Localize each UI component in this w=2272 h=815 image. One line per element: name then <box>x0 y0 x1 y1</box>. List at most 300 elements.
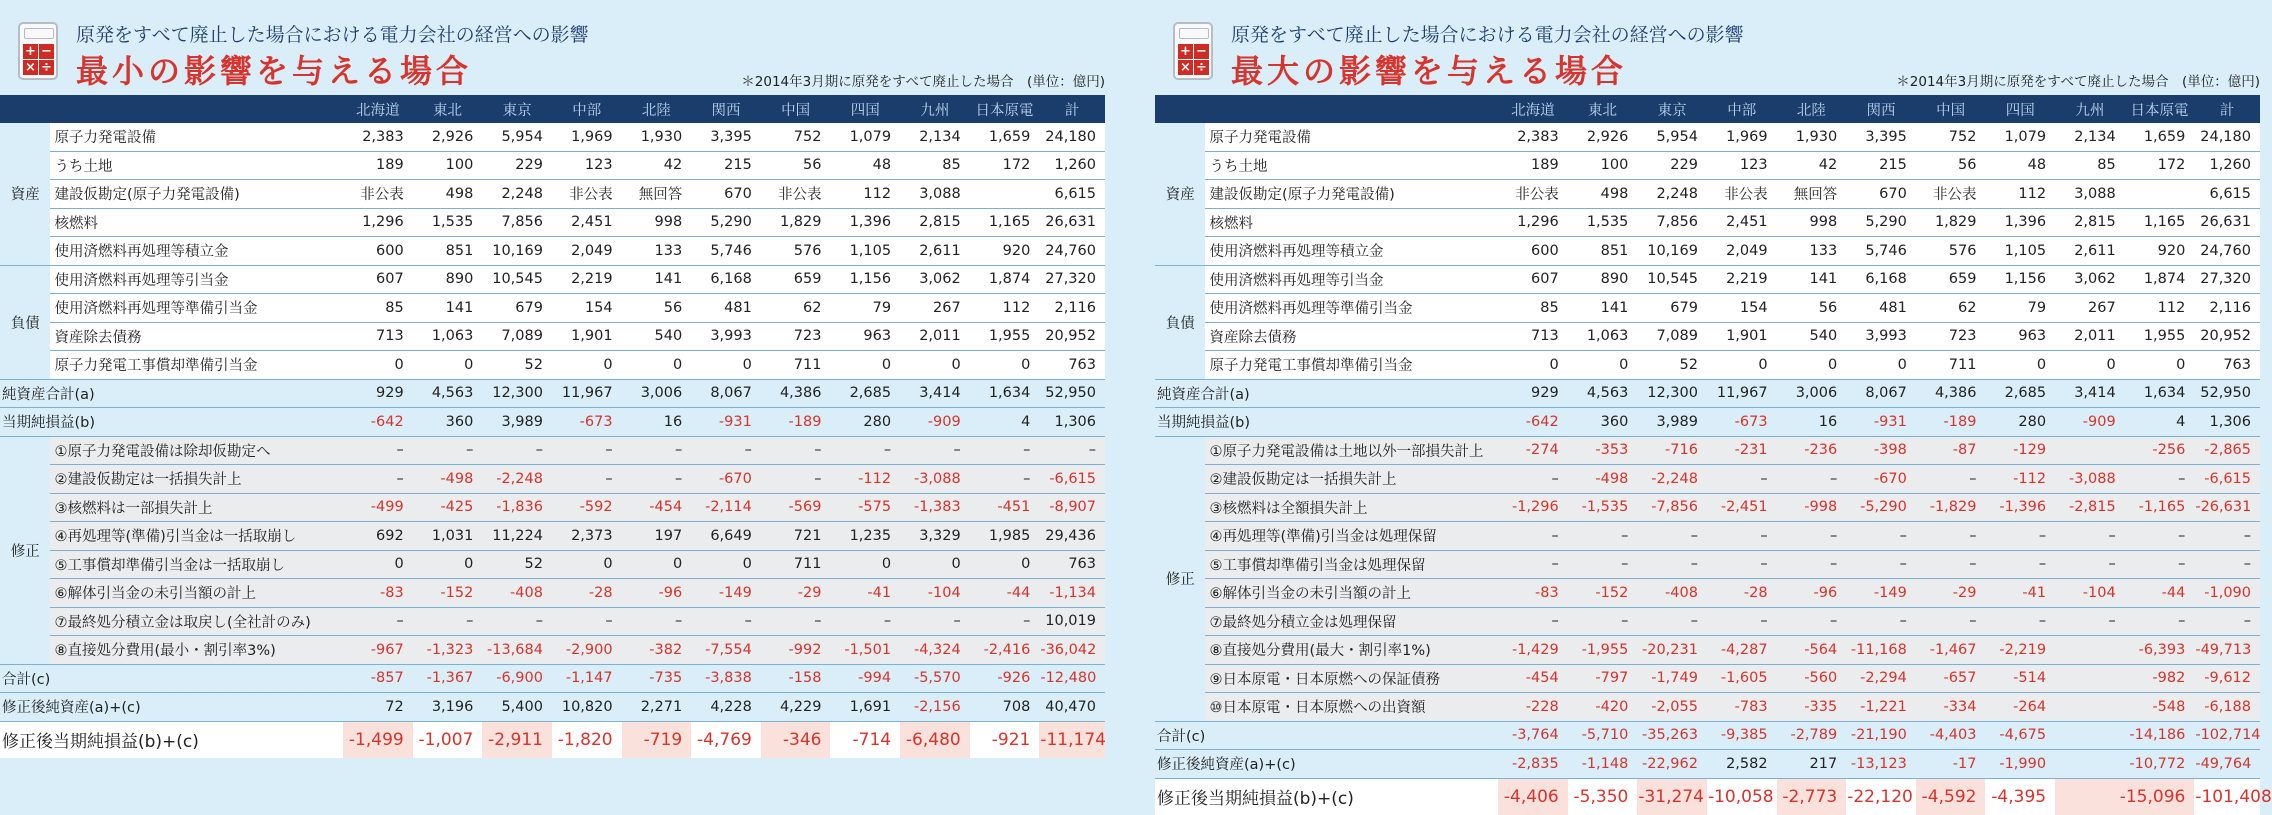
column-header: 計 <box>1039 95 1105 123</box>
table-cell: -931 <box>1846 408 1916 437</box>
table-cell: 4,386 <box>761 379 831 408</box>
column-header: 東北 <box>1568 95 1638 123</box>
table-cell: -44 <box>970 579 1040 608</box>
table-cell: -926 <box>970 664 1040 693</box>
page-title: 最大の影響を与える場合 <box>1231 52 1628 90</box>
table-row <box>1155 237 2260 266</box>
final-cell: -6,480 <box>900 721 970 758</box>
table-row <box>0 436 1105 465</box>
table-cell: – <box>1985 607 2055 636</box>
calculator-icon <box>18 22 58 80</box>
subtitle: 原発をすべて廃止した場合における電力会社の経営への影響 <box>76 24 589 46</box>
table-cell: 2,926 <box>413 123 483 151</box>
table-cell: 929 <box>343 379 413 408</box>
table-cell: -2,835 <box>1498 750 1568 779</box>
table-cell: 659 <box>761 265 831 294</box>
unit-note: ＊2014年3月期に原発をすべて廃止した場合 (単位：億円) <box>1896 74 2260 90</box>
table-row <box>1155 664 2260 693</box>
table-cell: -1,367 <box>413 664 483 693</box>
table-cell: -1,535 <box>1568 493 1638 522</box>
table-cell: -87 <box>1916 436 1986 465</box>
table-cell: 1,930 <box>622 123 692 151</box>
table-cell: 5,290 <box>691 208 761 237</box>
table-cell: 1,535 <box>1568 208 1638 237</box>
table-cell: -83 <box>343 579 413 608</box>
table-cell: -408 <box>482 579 552 608</box>
table-cell: 1,306 <box>2194 408 2260 437</box>
row-label: ②建設仮勘定は一括損失計上 <box>1205 465 1498 494</box>
table-cell: 607 <box>1498 265 1568 294</box>
table-cell: 5,954 <box>482 123 552 151</box>
table-cell: 1,930 <box>1777 123 1847 151</box>
table-cell: 10,545 <box>1637 265 1707 294</box>
table-cell: – <box>2125 522 2195 551</box>
table-cell: 3,006 <box>1777 379 1847 408</box>
table-cell: 708 <box>970 693 1040 722</box>
table-cell: 154 <box>1707 294 1777 323</box>
table-cell: -8,907 <box>1039 493 1105 522</box>
table-cell: -4,324 <box>900 636 970 665</box>
table-cell: 85 <box>343 294 413 323</box>
table-cell: 非公表 <box>1916 180 1986 209</box>
table-cell: – <box>413 607 483 636</box>
table-cell: – <box>1916 465 1986 494</box>
table-cell: 1,955 <box>2125 322 2195 351</box>
table-cell: 0 <box>691 550 761 579</box>
row-label: ⑤工事償却準備引当金は処理保留 <box>1205 550 1498 579</box>
row-group-label: 負債 <box>1155 265 1205 379</box>
final-cell: -15,096 <box>2055 778 2194 815</box>
table-cell: 1,063 <box>1568 322 1638 351</box>
table-cell: -592 <box>552 493 622 522</box>
unit-note: ＊2014年3月期に原発をすべて廃止した場合 (単位：億円) <box>741 74 1105 90</box>
table-cell: 1,634 <box>970 379 1040 408</box>
table-cell: -274 <box>1498 436 1568 465</box>
table-cell: 非公表 <box>1498 180 1568 209</box>
table-cell: – <box>900 607 970 636</box>
table-cell: -425 <box>413 493 483 522</box>
row-label: 合計(c) <box>1155 721 1498 750</box>
table-cell: -6,393 <box>2055 636 2194 665</box>
table-cell: -408 <box>1637 579 1707 608</box>
final-cell: -4,769 <box>691 721 761 758</box>
table-cell: 360 <box>1568 408 1638 437</box>
table-cell: 100 <box>1568 151 1638 180</box>
table-cell: 52 <box>482 550 552 579</box>
table-cell: 723 <box>1916 322 1986 351</box>
table-cell: -334 <box>1916 693 1986 722</box>
table-cell: 2,134 <box>900 123 970 151</box>
table-cell: 4,228 <box>691 693 761 722</box>
table-cell: – <box>1777 550 1847 579</box>
table-cell: -967 <box>343 636 413 665</box>
table-cell: 763 <box>1039 351 1105 380</box>
table-row <box>1155 522 2260 551</box>
table-cell: -3,088 <box>900 465 970 494</box>
table-cell: -1,990 <box>1985 750 2055 779</box>
table-cell: -236 <box>1777 436 1847 465</box>
table-cell: 48 <box>830 151 900 180</box>
table-cell: -102,714 <box>2194 721 2260 750</box>
calculator-key: ÷ <box>1194 60 1209 75</box>
table-cell: 2,451 <box>552 208 622 237</box>
table-cell: 1,260 <box>1039 151 1105 180</box>
table-cell: 11,224 <box>482 522 552 551</box>
table-cell: 52,950 <box>2194 379 2260 408</box>
table-cell: – <box>2125 465 2195 494</box>
table-cell: – <box>1498 607 1568 636</box>
table-row <box>1155 636 2260 665</box>
row-label: 使用済燃料再処理等積立金 <box>1205 237 1498 266</box>
table-cell: -909 <box>2055 408 2125 437</box>
table-cell: 1,156 <box>830 265 900 294</box>
table-cell: 56 <box>622 294 692 323</box>
table-row <box>0 351 1105 380</box>
row-label: 使用済燃料再処理等積立金 <box>50 237 343 266</box>
table-cell: 4 <box>970 408 1040 437</box>
table-cell <box>2125 180 2195 209</box>
table-cell: 1,659 <box>2125 123 2195 151</box>
table-cell: -189 <box>1916 408 1986 437</box>
table-cell: 3,062 <box>900 265 970 294</box>
final-cell: -719 <box>622 721 692 758</box>
table-cell: – <box>1568 522 1638 551</box>
column-header: 日本原電 <box>2125 95 2195 123</box>
table-cell: 1,634 <box>2125 379 2195 408</box>
table-cell: 100 <box>413 151 483 180</box>
table-cell: -673 <box>1707 408 1777 437</box>
table-cell: -20,231 <box>1637 636 1707 665</box>
table-row <box>0 180 1105 209</box>
table-cell: -454 <box>1498 664 1568 693</box>
row-label: 純資産合計(a) <box>1155 379 1498 408</box>
table-cell: 851 <box>413 237 483 266</box>
table-cell: 0 <box>1985 351 2055 380</box>
table-cell: 890 <box>413 265 483 294</box>
table-row <box>0 151 1105 180</box>
table-row <box>1155 408 2260 437</box>
table-cell: – <box>2125 550 2195 579</box>
table-cell: 3,993 <box>691 322 761 351</box>
table-cell: -2,789 <box>1777 721 1847 750</box>
table-cell: 679 <box>482 294 552 323</box>
table-row <box>0 607 1105 636</box>
table-cell: – <box>482 436 552 465</box>
row-label: ③核燃料は一部損失計上 <box>50 493 343 522</box>
table-cell: -1,090 <box>2194 579 2260 608</box>
table-cell: 7,856 <box>482 208 552 237</box>
table-cell: 2,383 <box>1498 123 1568 151</box>
table-cell: 24,760 <box>1039 237 1105 266</box>
table-row <box>1155 322 2260 351</box>
table-cell: 3,329 <box>900 522 970 551</box>
final-cell: -4,395 <box>1985 778 2055 815</box>
table-cell: 20,952 <box>2194 322 2260 351</box>
table-cell: 1,535 <box>413 208 483 237</box>
table-cell: 133 <box>1777 237 1847 266</box>
table-row <box>0 465 1105 494</box>
table-cell: 2,685 <box>830 379 900 408</box>
table-cell: -41 <box>1985 579 2055 608</box>
table-cell: 1,969 <box>552 123 622 151</box>
table-cell: -735 <box>622 664 692 693</box>
header-row <box>0 95 1105 123</box>
table-cell: 1,165 <box>970 208 1040 237</box>
table-cell: 27,320 <box>1039 265 1105 294</box>
table-cell: -1,383 <box>900 493 970 522</box>
table-cell: 8,067 <box>1846 379 1916 408</box>
table-cell: 711 <box>761 550 831 579</box>
table-cell: 12,300 <box>1637 379 1707 408</box>
table-cell: -1,396 <box>1985 493 2055 522</box>
table-row <box>1155 579 2260 608</box>
table-cell: 141 <box>1568 294 1638 323</box>
table-cell: – <box>1498 522 1568 551</box>
table-cell: -149 <box>1846 579 1916 608</box>
column-header: 東京 <box>482 95 552 123</box>
table-cell: -36,042 <box>1039 636 1105 665</box>
table-cell: 85 <box>2055 151 2125 180</box>
table-cell: – <box>761 465 831 494</box>
table-cell: 3,989 <box>1637 408 1707 437</box>
table-cell: 679 <box>1637 294 1707 323</box>
final-cell: -921 <box>970 721 1040 758</box>
table-cell: -783 <box>1707 693 1777 722</box>
table-row <box>0 379 1105 408</box>
table-cell: – <box>622 465 692 494</box>
calculator-icon <box>1173 22 1213 80</box>
table-cell: 2,383 <box>343 123 413 151</box>
table-cell: – <box>2194 607 2260 636</box>
table-cell: 229 <box>1637 151 1707 180</box>
column-header: 中国 <box>761 95 831 123</box>
table-cell: -1,467 <box>1916 636 1986 665</box>
row-label: 修正後純資産(a)+(c) <box>1155 750 1498 779</box>
table-cell: – <box>761 607 831 636</box>
table-cell: 5,290 <box>1846 208 1916 237</box>
table-cell: 3,196 <box>413 693 483 722</box>
table-cell: -1,221 <box>1846 693 1916 722</box>
table-cell: 0 <box>343 550 413 579</box>
table-cell: 0 <box>970 351 1040 380</box>
table-cell: – <box>1777 607 1847 636</box>
table-cell: 3,993 <box>1846 322 1916 351</box>
table-cell: -14,186 <box>2055 721 2194 750</box>
column-header: 中部 <box>1707 95 1777 123</box>
table-cell: -982 <box>2055 664 2194 693</box>
table-cell: 1,829 <box>1916 208 1986 237</box>
table-cell: 1,105 <box>1985 237 2055 266</box>
table-cell: 851 <box>1568 237 1638 266</box>
table-cell: -420 <box>1568 693 1638 722</box>
final-cell: -714 <box>830 721 900 758</box>
calculator-screen <box>1179 28 1209 39</box>
table-cell: 2,011 <box>900 322 970 351</box>
final-cell: -22,120 <box>1846 778 1916 815</box>
row-label: うち土地 <box>1205 151 1498 180</box>
table-cell: -398 <box>1846 436 1916 465</box>
table-cell: -9,385 <box>1707 721 1777 750</box>
table-cell: – <box>482 607 552 636</box>
table-cell: -104 <box>2055 579 2125 608</box>
row-label: ⑥解体引当金の未引当額の計上 <box>50 579 343 608</box>
table-cell: 16 <box>622 408 692 437</box>
row-label: ②建設仮勘定は一括損失計上 <box>50 465 343 494</box>
table-cell: -256 <box>2055 436 2194 465</box>
table-cell: 1,063 <box>413 322 483 351</box>
table-cell: 2,815 <box>2055 208 2125 237</box>
column-header: 北陸 <box>622 95 692 123</box>
table-cell: 998 <box>1777 208 1847 237</box>
row-group-label: 修正 <box>0 436 50 664</box>
column-header: 九州 <box>2055 95 2125 123</box>
table-cell: 723 <box>761 322 831 351</box>
table-cell: 763 <box>1039 550 1105 579</box>
table-cell: -1,429 <box>1498 636 1568 665</box>
table-row <box>0 550 1105 579</box>
table-cell: 123 <box>1707 151 1777 180</box>
table-cell: 2,451 <box>1707 208 1777 237</box>
final-cell: -4,406 <box>1498 778 1568 815</box>
table-cell: 998 <box>622 208 692 237</box>
table-cell: 85 <box>900 151 970 180</box>
calculator-key: − <box>39 44 54 59</box>
table-cell: -797 <box>1568 664 1638 693</box>
table-cell: 659 <box>1916 265 1986 294</box>
column-header: 中国 <box>1916 95 1986 123</box>
table-cell: – <box>970 607 1040 636</box>
table-cell: -560 <box>1777 664 1847 693</box>
table-cell: -152 <box>1568 579 1638 608</box>
table-cell: 10,545 <box>482 265 552 294</box>
table-cell: -1,165 <box>2125 493 2195 522</box>
table-cell: 1,296 <box>1498 208 1568 237</box>
table-cell: 123 <box>552 151 622 180</box>
table-cell: 11,967 <box>552 379 622 408</box>
table-cell: 721 <box>761 522 831 551</box>
table-cell: -4,403 <box>1916 721 1986 750</box>
table-cell: 0 <box>970 550 1040 579</box>
table-row <box>1155 750 2260 779</box>
row-label: ⑤工事償却準備引当金は一括取崩し <box>50 550 343 579</box>
table-cell: 1,901 <box>1707 322 1777 351</box>
table-cell: – <box>830 607 900 636</box>
table-cell: 1,306 <box>1039 408 1105 437</box>
table-cell: 79 <box>1985 294 2055 323</box>
table-cell: 2,134 <box>2055 123 2125 151</box>
table-cell: 1,901 <box>552 322 622 351</box>
table-cell: -353 <box>1568 436 1638 465</box>
table-cell: -231 <box>1707 436 1777 465</box>
table-cell: -49,764 <box>2194 750 2260 779</box>
table-cell: 2,116 <box>2194 294 2260 323</box>
table-cell: -335 <box>1777 693 1847 722</box>
table-cell: 267 <box>900 294 970 323</box>
table-cell: 0 <box>343 351 413 380</box>
table-cell: 26,631 <box>2194 208 2260 237</box>
table-cell: – <box>1498 465 1568 494</box>
table-cell: – <box>622 607 692 636</box>
table-cell: -3,764 <box>1498 721 1568 750</box>
table-cell: – <box>1707 550 1777 579</box>
table-cell: -22,962 <box>1637 750 1707 779</box>
table-cell: – <box>1498 550 1568 579</box>
row-label: 資産除去債務 <box>1205 322 1498 351</box>
table-cell: -2,156 <box>900 693 970 722</box>
final-cell: -346 <box>761 721 831 758</box>
table-cell: -575 <box>830 493 900 522</box>
table-cell: 713 <box>1498 322 1568 351</box>
table-cell: -149 <box>691 579 761 608</box>
table-cell: -857 <box>343 664 413 693</box>
table-cell: 3,088 <box>900 180 970 209</box>
table-cell: -909 <box>900 408 970 437</box>
table-cell: – <box>343 465 413 494</box>
table-cell: – <box>970 436 1040 465</box>
final-cell: -5,350 <box>1568 778 1638 815</box>
panel-header <box>1155 0 2260 95</box>
column-header: 四国 <box>830 95 900 123</box>
row-label: 使用済燃料再処理等引当金 <box>1205 265 1498 294</box>
row-label: 資産除去債務 <box>50 322 343 351</box>
table-cell: 0 <box>1707 351 1777 380</box>
table-cell: -451 <box>970 493 1040 522</box>
table-cell: 26,631 <box>1039 208 1105 237</box>
table-cell: -3,838 <box>691 664 761 693</box>
table-cell: 3,088 <box>2055 180 2125 209</box>
table-cell: -1,501 <box>830 636 900 665</box>
table-cell: -158 <box>761 664 831 693</box>
table-cell: -2,114 <box>691 493 761 522</box>
calculator-screen <box>24 28 54 39</box>
table-cell: – <box>1916 607 1986 636</box>
table-cell: 1,691 <box>830 693 900 722</box>
table-cell: 197 <box>622 522 692 551</box>
final-row <box>0 721 1105 758</box>
table-cell: – <box>343 607 413 636</box>
row-label: ④再処理等(準備)引当金は処理保留 <box>1205 522 1498 551</box>
row-label: ③核燃料は全額損失計上 <box>1205 493 1498 522</box>
table-cell: 2,219 <box>552 265 622 294</box>
table-cell: 2,815 <box>900 208 970 237</box>
row-label: 核燃料 <box>50 208 343 237</box>
row-label: 使用済燃料再処理等引当金 <box>50 265 343 294</box>
table-cell: -642 <box>1498 408 1568 437</box>
table-cell: 692 <box>343 522 413 551</box>
data-table <box>0 95 1105 758</box>
table-row <box>1155 465 2260 494</box>
table-cell: -657 <box>1916 664 1986 693</box>
table-row <box>0 579 1105 608</box>
table-cell: 0 <box>1846 351 1916 380</box>
table-cell: 1,874 <box>2125 265 2195 294</box>
table-cell: 540 <box>622 322 692 351</box>
table-cell: -454 <box>622 493 692 522</box>
table-cell: 215 <box>1846 151 1916 180</box>
table-cell: 0 <box>552 351 622 380</box>
column-header: 日本原電 <box>970 95 1040 123</box>
table-cell: -29 <box>761 579 831 608</box>
table-cell: 4,386 <box>1916 379 1986 408</box>
table-cell: 4,563 <box>1568 379 1638 408</box>
table-cell: 7,856 <box>1637 208 1707 237</box>
table-cell: -5,570 <box>900 664 970 693</box>
table-cell: – <box>2194 550 2260 579</box>
table-cell: -1,134 <box>1039 579 1105 608</box>
calculator-key: + <box>23 44 38 59</box>
table-cell: 2,373 <box>552 522 622 551</box>
table-row <box>0 664 1105 693</box>
